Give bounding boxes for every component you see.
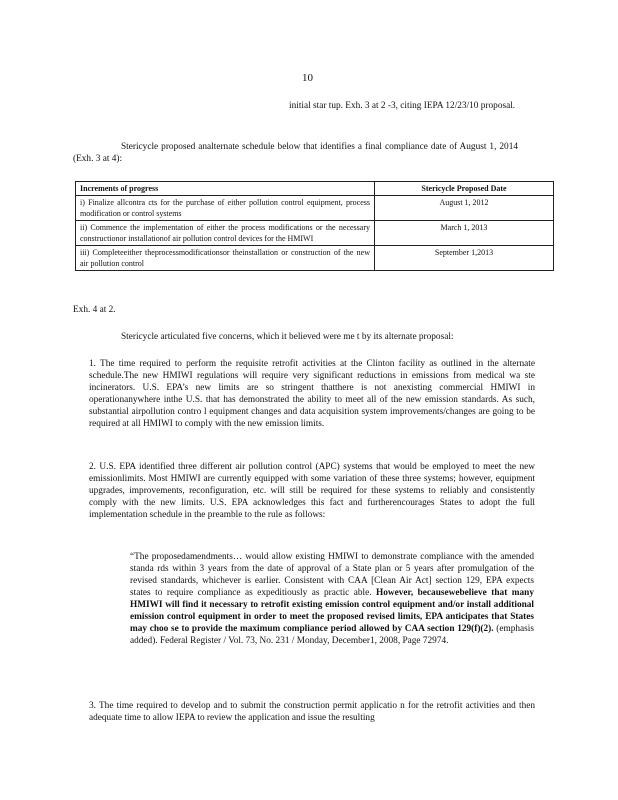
block-quote xyxy=(130,551,534,647)
quote-citation: (emphasis added). Federal Register / Vol. 73, No. 231 / Monday, December1, 2008, Page 72974. xyxy=(130,624,534,646)
header-increments: Increments of progress xyxy=(76,182,375,196)
table-header-row xyxy=(76,182,554,196)
table-row xyxy=(76,221,554,246)
date-cell: September 1,2013 xyxy=(375,246,554,271)
date-cell: August 1, 2012 xyxy=(375,196,554,221)
quote-emphasis: However, becausewebelieve that many HMIWI will find it necessary to retrofit existing emission control equipment and/or install additional emission control equipment in order to meet the proposed revised limits, EPA anticipates that States may choo se to provide the maximum compliance period allowed by CAA section 129(f)(2). xyxy=(130,588,534,634)
continuation-text: initial star tup. Exh. 3 at 2 -3, citing IEPA 12/23/10 proposal. xyxy=(289,101,516,111)
concern-item-2: 2. U.S. EPA identified three different air pollution control (APC) systems that would be employed to meet the new emissionlimits. Most HMIWI are currently equipped with some variation of these three systems; however, equipment upgrades, improvements, reconfiguration, etc. will still be required for these systems to reliably and consistently comply with the new limits. U.S. EPA acknowledges this fact and furtherencourages States to adopt the full implementation schedule in the preamble to the rule as follows: xyxy=(89,462,535,520)
increment-cell: ii) Commence the implementation of either the process modifications or the necessary constructionor installationof air pollution control devices for the HMIWI xyxy=(76,221,375,246)
date-cell: March 1, 2013 xyxy=(375,221,554,246)
compliance-schedule-table xyxy=(75,181,554,271)
increment-cell: i) Finalize allcontra cts for the purchase of either pollution control equipment, process modification or control systems xyxy=(76,196,375,221)
concern-item-3: 3. The time required to develop and to submit the construction permit applicatio n for the retrofit activities and then adequate time to allow IEPA to review the application and issue the resulting xyxy=(89,701,535,723)
header-proposed-date: Stericycle Proposed Date xyxy=(375,182,554,196)
table-row xyxy=(76,246,554,271)
concerns-paragraph: Stericycle articulated five concerns, which it believed were me t by its alternate proposal: xyxy=(121,332,454,342)
exhibit-reference: Exh. 4 at 2. xyxy=(73,305,116,315)
quote-text-start: “The proposedamendments… would allow existing HMIWI to demonstrate compliance with the amended standa rds within 3 years from the date of approval of a State plan or 5 years after promulgation of the revised standards, whichever is earlier. Consistent with CAA [Clean Air Act] section 129, EPA expects states to require compliance as expeditiously as practic able. xyxy=(130,552,534,598)
table-row xyxy=(76,196,554,221)
page-number: 10 xyxy=(302,72,313,84)
concern-item-1: 1. The time required to perform the requisite retrofit activities at the Clinton facility as outlined in the alternate schedule.The new HMIWI regulations will require very significant reductions in emissions from medical wa ste incinerators. U.S. EPA’s new limits are so stringent thatthere is not anexisting commercial HMIWI in operationanywhere inthe U.S. that has demonstrated the ability to meet all of the new emission standards. As such, substantial airpollution contro l equipment changes and data acquisition system improvements/changes are going to be required at all HMIWI to comply with the new emission limits. xyxy=(89,359,535,429)
increment-cell: iii) Completeeither theprocessmodificationsor theinstallation or construction of the new air pollution control xyxy=(76,246,375,271)
intro-paragraph: Stericycle proposed analternate schedule below that identifies a final compliance date of August 1, 2014 (Exh. 3 at 4): xyxy=(73,142,518,164)
